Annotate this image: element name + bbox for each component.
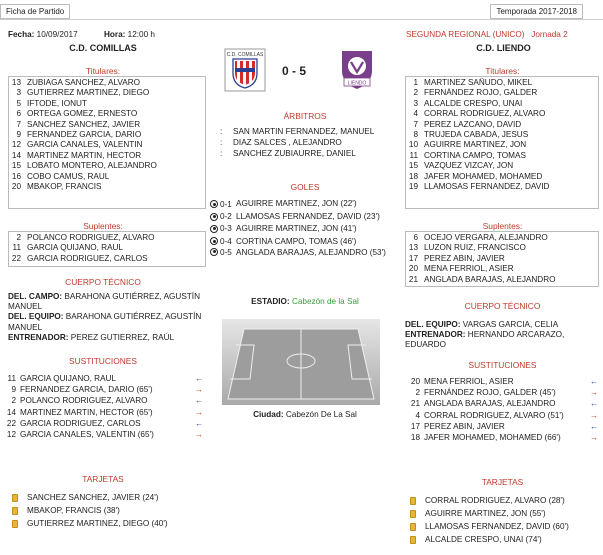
- sub-player[interactable]: PEREZ ABIN, JAVIER: [424, 421, 505, 431]
- player-number: 19: [408, 181, 418, 191]
- player-row: [406, 109, 598, 119]
- jornada: Jornada 2: [531, 30, 568, 39]
- substitution-row: [0, 419, 206, 429]
- arrow-left-icon: ←: [194, 374, 204, 383]
- player-name[interactable]: PEREZ ABIN, JAVIER: [424, 253, 505, 263]
- player-row: [9, 172, 205, 182]
- player-row: [406, 182, 598, 192]
- player-number: 2: [413, 88, 418, 98]
- home-suplentes-heading: Suplentes:: [83, 221, 123, 231]
- player-row: [406, 254, 598, 264]
- player-name[interactable]: PEREZ LAZCANO, DAVID: [424, 119, 522, 129]
- referee-name: SAN MARTIN FERNANDEZ, MANUEL: [233, 127, 375, 136]
- yellow-card-icon: [410, 523, 416, 531]
- sub-player[interactable]: GARCIA RODRIGUEZ, CARLOS: [20, 418, 141, 428]
- player-number: 4: [413, 109, 418, 119]
- player-name[interactable]: POLANCO RODRIGUEZ, ALVARO: [27, 233, 155, 242]
- ball-icon: [210, 225, 218, 233]
- player-number: 12: [11, 140, 21, 150]
- sub-player[interactable]: FERNÁNDEZ ROJO, GALDER (45'): [424, 388, 556, 398]
- sub-number: 20: [410, 377, 420, 386]
- player-number: 13: [11, 78, 21, 87]
- competition-name: SEGUNDA REGIONAL (UNICO): [406, 30, 525, 39]
- away-titulares-heading: Titulares:: [485, 66, 520, 76]
- arrow-right-icon: →: [194, 430, 204, 440]
- stadium-info: [210, 297, 400, 306]
- sub-number: 18: [410, 433, 420, 443]
- player-number: 20: [11, 181, 21, 191]
- player-number: 2: [16, 233, 21, 242]
- player-number: 15: [11, 161, 21, 171]
- away-team-crest: [336, 48, 378, 92]
- substitution-row: [404, 388, 601, 398]
- staff-entry: [8, 312, 206, 332]
- card-row: [12, 491, 202, 504]
- player-number: 3: [413, 98, 418, 108]
- arrow-left-icon: ←: [194, 418, 204, 428]
- referee-row: [220, 148, 400, 159]
- home-staff: [8, 292, 206, 343]
- sub-player[interactable]: ANGLADA BARAJAS, ALEJANDRO: [424, 399, 556, 409]
- stadium-name[interactable]: Cabezón de la Sal: [291, 297, 359, 306]
- away-starters-list: [405, 76, 599, 209]
- away-cuerpo-heading: CUERPO TÉCNICO: [464, 301, 541, 311]
- player-number: 10: [408, 140, 418, 150]
- player-name[interactable]: ANGLADA BARAJAS, ALEJANDRO: [424, 274, 556, 284]
- substitution-row: [404, 422, 601, 432]
- sub-number: 2: [11, 396, 16, 406]
- substitution-row: [404, 411, 601, 421]
- player-row: [406, 99, 598, 109]
- substitution-row: [404, 377, 601, 387]
- player-number: 22: [11, 253, 21, 263]
- away-team-name: C.D. LIENDO: [476, 43, 531, 53]
- player-number: 16: [11, 171, 21, 181]
- staff-entry: [8, 292, 206, 312]
- goal-score: 0-4: [220, 236, 232, 246]
- player-row: [406, 264, 598, 274]
- goals-list: [210, 198, 406, 270]
- home-sustituciones-heading: SUSTITUCIONES: [69, 356, 137, 366]
- player-name[interactable]: COBO CAMUS, RAUL: [27, 171, 110, 181]
- staff-name: HERNANDO ARCARAZO, EDUARDO: [405, 330, 565, 350]
- goal-score: 0-5: [220, 247, 232, 257]
- ball-icon: [210, 237, 218, 245]
- yellow-card-icon: [410, 536, 416, 544]
- staff-role: ENTRENADOR:: [405, 330, 466, 340]
- staff-name: BARAHONA GUTIÉRREZ, AGUSTÍN MANUEL: [8, 312, 202, 332]
- player-number: 17: [408, 253, 418, 263]
- player-number: 6: [413, 233, 418, 242]
- player-row: [9, 120, 205, 130]
- tab-temporada[interactable]: Temporada 2017-2018: [490, 4, 583, 19]
- goal-scorer[interactable]: AGUIRRE MARTINEZ, JON (22'): [236, 199, 357, 209]
- goal-row: [210, 248, 406, 270]
- arrow-right-icon: →: [589, 410, 599, 420]
- arrow-left-icon: ←: [589, 399, 599, 409]
- away-tarjetas-heading: TARJETAS: [481, 477, 524, 487]
- player-row: [406, 161, 598, 171]
- player-name[interactable]: ALCALDE CRESPO, UNAI: [424, 98, 523, 108]
- estadio-label: ESTADIO:: [251, 297, 290, 306]
- staff-name: BARAHONA GUTIÉRREZ, AGUSTÍN MANUEL: [8, 292, 200, 312]
- hora-label: Hora:: [104, 30, 126, 39]
- substitution-row: [0, 374, 206, 384]
- player-name[interactable]: MARTINEZ SAÑUDO, MIKEL: [424, 78, 533, 87]
- player-number: 14: [11, 150, 21, 160]
- goal-score: 0-1: [220, 199, 232, 209]
- player-row: [406, 243, 598, 253]
- goal-row: [210, 235, 406, 247]
- goal-row: [210, 223, 406, 235]
- staff-role: DEL. EQUIPO:: [405, 320, 461, 329]
- player-name[interactable]: GUTIERREZ MARTINEZ, DIEGO: [27, 88, 150, 98]
- yellow-card-icon: [12, 494, 18, 502]
- staff-entry: [8, 333, 206, 343]
- header-divider: [0, 19, 603, 20]
- sub-player[interactable]: CORRAL RODRIGUEZ, ALVARO (51'): [424, 410, 564, 420]
- ball-icon: [210, 200, 218, 208]
- player-number: 9: [16, 129, 21, 139]
- card-row: [12, 517, 202, 530]
- referee-name: SANCHEZ ZUBIAURRE, DANIEL: [233, 149, 356, 158]
- player-row: [406, 275, 598, 285]
- player-number: 5: [16, 98, 21, 108]
- player-name[interactable]: MBAKOP, FRANCIS: [27, 181, 102, 191]
- player-name[interactable]: CORTINA CAMPO, TOMAS: [424, 150, 526, 160]
- sub-player[interactable]: GARCIA QUIJANO, RAUL: [20, 374, 116, 383]
- staff-entry: [405, 320, 599, 330]
- svg-text:LIENDO: LIENDO: [347, 80, 367, 87]
- player-number: 1: [413, 78, 418, 87]
- card-row: [410, 494, 600, 507]
- player-row: [406, 88, 598, 98]
- player-row: [9, 243, 205, 253]
- referee-row: [220, 126, 400, 137]
- player-number: 6: [16, 109, 21, 119]
- player-name[interactable]: GARCIA CANALES, VALENTIN: [27, 140, 143, 150]
- player-row: [406, 151, 598, 161]
- arrow-right-icon: →: [194, 385, 204, 395]
- score: 0 - 5: [282, 64, 307, 78]
- player-row: [9, 78, 205, 88]
- player-name[interactable]: LOBATO MONTERO, ALEJANDRO: [27, 161, 157, 171]
- home-titulares-heading: Titulares:: [85, 66, 121, 76]
- player-row: [9, 140, 205, 150]
- card-player[interactable]: LLAMOSAS FERNANDEZ, DAVID (60'): [425, 522, 569, 531]
- player-row: [406, 130, 598, 140]
- home-team-crest: [224, 48, 266, 92]
- goal-scorer[interactable]: AGUIRRE MARTINEZ, JON (41'): [236, 224, 357, 234]
- sub-number: 17: [410, 421, 420, 431]
- card-player[interactable]: MBAKOP, FRANCIS (38'): [27, 506, 120, 515]
- away-cards-list: [410, 494, 600, 546]
- sub-number: 11: [7, 374, 16, 383]
- home-tarjetas-heading: TARJETAS: [82, 474, 124, 484]
- city-name: Cabezón De La Sal: [285, 410, 357, 419]
- player-name[interactable]: GARCIA QUIJANO, RAUL: [27, 243, 123, 253]
- player-name[interactable]: VAZQUEZ VIZCAY, JON: [424, 161, 514, 171]
- sub-player[interactable]: JAFER MOHAMED, MOHAMED (66'): [424, 433, 561, 443]
- goal-row: [210, 210, 406, 222]
- player-row: [9, 151, 205, 161]
- away-subs-list: [405, 231, 599, 287]
- player-row: [9, 99, 205, 109]
- player-name[interactable]: LUZON RUIZ, FRANCISCO: [424, 243, 526, 253]
- sub-player[interactable]: MARTINEZ MARTIN, HECTOR (65'): [20, 407, 153, 417]
- competition-info: [406, 30, 568, 39]
- player-number: 8: [413, 129, 418, 139]
- sub-number: 14: [6, 407, 16, 417]
- card-row: [410, 533, 600, 546]
- staff-role: ENTRENADOR:: [8, 332, 69, 342]
- home-cuerpo-heading: CUERPO TÉCNICO: [65, 277, 141, 287]
- arrow-left-icon: ←: [589, 377, 599, 386]
- fecha-label: Fecha:: [8, 30, 35, 39]
- player-name[interactable]: MENA FERRIOL, ASIER: [424, 264, 514, 274]
- yellow-card-icon: [410, 510, 416, 518]
- sub-player[interactable]: GARCIA CANALES, VALENTIN (65'): [20, 430, 154, 440]
- player-name[interactable]: AGUIRRE MARTINEZ, JON: [424, 140, 527, 150]
- player-number: 7: [413, 119, 418, 129]
- substitution-row: [404, 399, 601, 409]
- player-name[interactable]: OCEJO VERGARA, ALEJANDRO: [424, 233, 548, 242]
- referee-colon-icon: :: [220, 149, 223, 158]
- sub-number: 22: [6, 418, 16, 428]
- player-number: 7: [16, 119, 21, 129]
- home-team-name: C.D. COMILLAS: [69, 43, 137, 53]
- goal-score: 0-2: [220, 212, 232, 222]
- sub-player[interactable]: POLANCO RODRIGUEZ, ALVARO: [20, 396, 148, 406]
- home-subs-list: [8, 231, 206, 267]
- sub-number: 21: [410, 399, 420, 409]
- home-cards-list: [12, 491, 202, 530]
- goal-score: 0-3: [220, 224, 232, 234]
- ciudad-label: Ciudad:: [253, 410, 284, 419]
- stadium-pitch-image: [222, 319, 380, 405]
- player-name[interactable]: JAFER MOHAMED, MOHAMED: [424, 171, 543, 181]
- player-row: [9, 233, 205, 243]
- goal-row: [210, 198, 406, 210]
- sub-number: 12: [6, 430, 16, 440]
- yellow-card-icon: [410, 497, 416, 505]
- arbitros-heading: ÁRBITROS: [283, 111, 327, 121]
- substitution-row: [0, 396, 206, 406]
- player-row: [406, 172, 598, 182]
- match-time: [104, 30, 155, 39]
- sub-player[interactable]: FERNANDEZ GARCIA, DARIO (65'): [20, 385, 153, 395]
- home-changes-list: [0, 374, 206, 441]
- substitution-row: [404, 433, 601, 443]
- player-name[interactable]: IFTODE, IONUT: [27, 98, 87, 108]
- player-row: [406, 120, 598, 130]
- card-row: [410, 520, 600, 533]
- fecha-value: 10/09/2017: [36, 30, 78, 39]
- ball-icon: [210, 213, 218, 221]
- player-name[interactable]: ORTEGA GOMEZ, ERNESTO: [27, 109, 138, 119]
- player-number: 11: [409, 150, 418, 160]
- player-number: 3: [16, 88, 21, 98]
- substitution-row: [0, 430, 206, 440]
- player-name[interactable]: MARTINEZ MARTIN, HECTOR: [27, 150, 142, 160]
- card-player[interactable]: SANCHEZ SANCHEZ, JAVIER (24'): [27, 493, 159, 502]
- arrow-left-icon: ←: [589, 421, 599, 431]
- player-name[interactable]: FERNÁNDEZ ROJO, GALDER: [424, 88, 538, 98]
- card-player[interactable]: GUTIERREZ MARTINEZ, DIEGO (40'): [27, 519, 168, 528]
- substitution-row: [0, 408, 206, 418]
- hora-value: 12:00 h: [127, 30, 155, 39]
- match-date: [8, 30, 78, 39]
- card-player[interactable]: CORRAL RODRIGUEZ, ALVARO (28'): [425, 496, 565, 505]
- svg-text:C.D. COMILLAS: C.D. COMILLAS: [226, 52, 264, 58]
- yellow-card-icon: [12, 520, 18, 528]
- city-info: [210, 410, 400, 419]
- player-name[interactable]: CORRAL RODRIGUEZ, ALVARO: [424, 109, 546, 119]
- away-changes-list: [404, 377, 601, 444]
- arrow-right-icon: →: [589, 388, 599, 398]
- player-row: [9, 161, 205, 171]
- away-staff: [405, 320, 599, 351]
- player-row: [9, 182, 205, 192]
- card-row: [12, 504, 202, 517]
- player-number: 15: [408, 161, 418, 171]
- player-number: 18: [408, 171, 418, 181]
- player-number: 13: [408, 243, 418, 253]
- referees-list: [220, 126, 400, 159]
- arrow-right-icon: →: [589, 433, 599, 443]
- player-row: [9, 254, 205, 264]
- player-number: 11: [12, 243, 21, 253]
- sub-player[interactable]: MENA FERRIOL, ASIER: [424, 377, 514, 386]
- home-starters-list: [8, 76, 206, 209]
- away-suplentes-heading: Suplentes:: [482, 221, 523, 231]
- staff-name: VARGAS GARCIA, CELIA: [462, 320, 559, 329]
- away-sustituciones-heading: SUSTITUCIONES: [468, 360, 537, 370]
- referee-colon-icon: :: [220, 138, 223, 147]
- staff-role: DEL. EQUIPO:: [8, 312, 64, 322]
- player-name[interactable]: LLAMOSAS FERNANDEZ, DAVID: [424, 181, 550, 191]
- yellow-card-icon: [12, 507, 18, 515]
- staff-entry: [405, 330, 599, 350]
- player-name[interactable]: ZUBIAGA SANCHEZ, ALVARO: [27, 78, 140, 87]
- ball-icon: [210, 248, 218, 256]
- card-player[interactable]: AGUIRRE MARTINEZ, JON (55'): [425, 509, 546, 518]
- goal-scorer[interactable]: CORTINA CAMPO, TOMAS (46'): [236, 236, 357, 246]
- referee-row: [220, 137, 400, 148]
- player-row: [406, 233, 598, 243]
- player-name[interactable]: GARCIA RODRIGUEZ, CARLOS: [27, 253, 148, 263]
- player-row: [9, 130, 205, 140]
- player-row: [9, 88, 205, 98]
- player-row: [406, 140, 598, 150]
- goal-scorer[interactable]: ANGLADA BARAJAS, ALEJANDRO (53'): [236, 247, 386, 257]
- substitution-row: [0, 385, 206, 395]
- player-name[interactable]: FERNANDEZ GARCIA, DARIO: [27, 129, 142, 139]
- card-row: [410, 507, 600, 520]
- sub-number: 9: [11, 385, 16, 395]
- player-name[interactable]: SANCHEZ SANCHEZ, JAVIER: [27, 119, 141, 129]
- goal-scorer[interactable]: LLAMOSAS FERNANDEZ, DAVID (23'): [236, 211, 380, 221]
- card-player[interactable]: ALCALDE CRESPO, UNAI (74'): [425, 535, 542, 544]
- player-number: 20: [408, 264, 418, 274]
- player-number: 21: [408, 274, 418, 284]
- arrow-right-icon: →: [194, 407, 204, 417]
- staff-role: DEL. CAMPO:: [8, 292, 63, 301]
- player-row: [406, 78, 598, 88]
- staff-name: PEREZ GUTIERREZ, RAÚL: [70, 332, 175, 342]
- arrow-left-icon: ←: [194, 396, 204, 406]
- tab-ficha-partido[interactable]: Ficha de Partido: [0, 4, 70, 19]
- referee-colon-icon: :: [220, 127, 223, 136]
- player-row: [9, 109, 205, 119]
- player-name[interactable]: TRUJEDA CABADA, JESUS: [424, 129, 529, 139]
- sub-number: 4: [415, 410, 420, 420]
- sub-number: 2: [415, 388, 420, 398]
- goles-heading: GOLES: [290, 182, 320, 192]
- referee-name: DIAZ SALCES , ALEJANDRO: [233, 138, 342, 147]
